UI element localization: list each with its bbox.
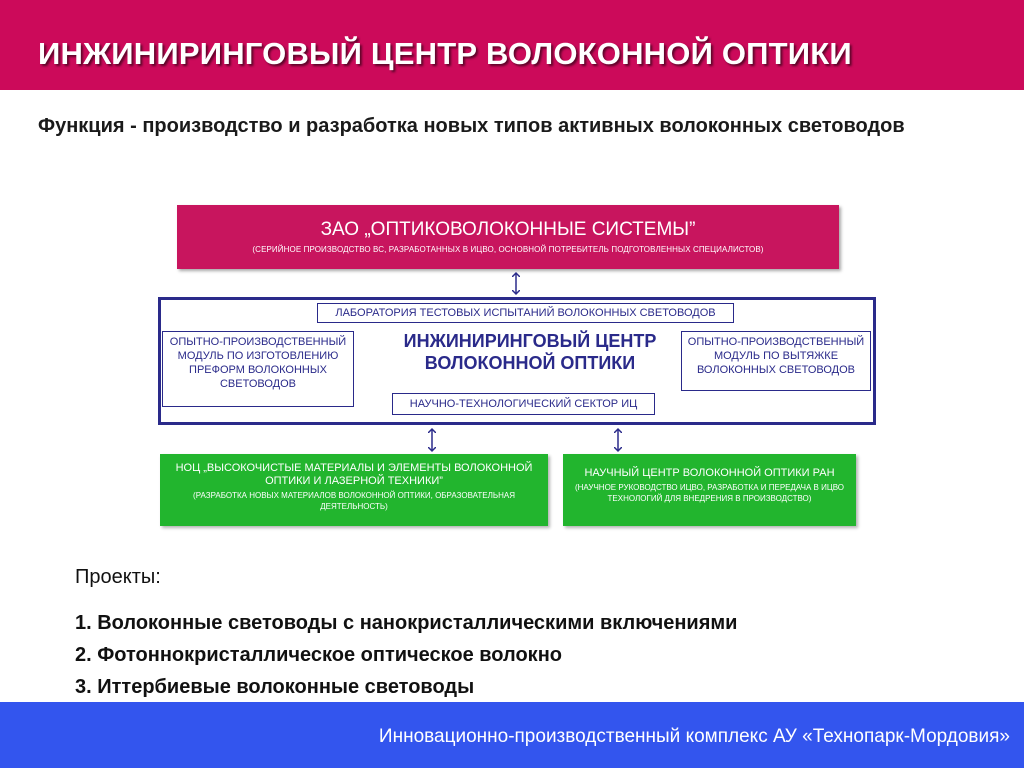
noc-subtitle: (РАЗРАБОТКА НОВЫХ МАТЕРИАЛОВ ВОЛОКОННОЙ ОПТИКИ, ОБРАЗОВАТЕЛЬНАЯ ДЕЯТЕЛЬНОСТЬ) xyxy=(193,491,515,511)
ran-title: НАУЧНЫЙ ЦЕНТР ВОЛОКОННОЙ ОПТИКИ РАН xyxy=(584,467,835,479)
drawing-module-box: ОПЫТНО-ПРОИЗВОДСТВЕННЫЙ МОДУЛЬ ПО ВЫТЯЖКЕ ВОЛОКОННЫХ СВЕТОВОДОВ xyxy=(681,331,871,391)
footer-text: Инновационно-производственный комплекс АУ «Технопарк-Мордовия» xyxy=(378,726,1010,747)
project-item: 1. Волоконные световоды с нанокристаллическими включениями xyxy=(75,612,738,634)
function-description: Функция - производство и разработка новых типов активных волоконных световодов xyxy=(38,115,905,137)
testing-lab-box: ЛАБОРАТОРИЯ ТЕСТОВЫХ ИСПЫТАНИЙ ВОЛОКОННЫХ СВЕТОВОДОВ xyxy=(317,303,734,323)
projects-section xyxy=(75,566,975,703)
noc-title: НОЦ „ВЫСОКОЧИСТЫЕ МАТЕРИАЛЫ И ЭЛЕМЕНТЫ ВОЛОКОННОЙ ОПТИКИ И ЛАЗЕРНОЙ ТЕХНИКИ” xyxy=(175,462,533,487)
zao-title: ЗАО „ОПТИКОВОЛОКОННЫЕ СИСТЕМЫ” xyxy=(320,219,696,240)
zao-subtitle: (СЕРИЙНОЕ ПРОИЗВОДСТВО ВС, РАЗРАБОТАННЫХ В ИЦВО, ОСНОВНОЙ ПОТРЕБИТЕЛЬ ПОДГОТОВЛЕННЫХ СПЕЦИАЛИСТОВ) xyxy=(252,245,764,254)
preform-module-box: ОПЫТНО-ПРОИЗВОДСТВЕННЫЙ МОДУЛЬ ПО ИЗГОТОВЛЕНИЮ ПРЕФОРМ ВОЛОКОННЫХ СВЕТОВОДОВ xyxy=(162,331,354,407)
scientific-sector-box: НАУЧНО-ТЕХНОЛОГИЧЕСКИЙ СЕКТОР ИЦ xyxy=(392,393,655,415)
ran-subtitle: (НАУЧНОЕ РУКОВОДСТВО ИЦВО, РАЗРАБОТКА И ПЕРЕДАЧА В ИЦВО ТЕХНОЛОГИЙ ДЛЯ ВНЕДРЕНИЯ В ПРОИЗВОДСТВО) xyxy=(574,483,845,503)
project-item: 2. Фотоннокристаллическое оптическое волокно xyxy=(75,644,562,666)
projects-heading: Проекты: xyxy=(75,566,161,588)
project-item: 3. Иттербиевые волоконные световоды xyxy=(75,676,475,698)
engineering-center-title: ИНЖИНИРИНГОВЫЙ ЦЕНТР ВОЛОКОННОЙ ОПТИКИ xyxy=(403,331,657,373)
footer-bar xyxy=(0,702,1024,768)
page-title: ИНЖИНИРИНГОВЫЙ ЦЕНТР ВОЛОКОННОЙ ОПТИКИ xyxy=(38,36,852,71)
